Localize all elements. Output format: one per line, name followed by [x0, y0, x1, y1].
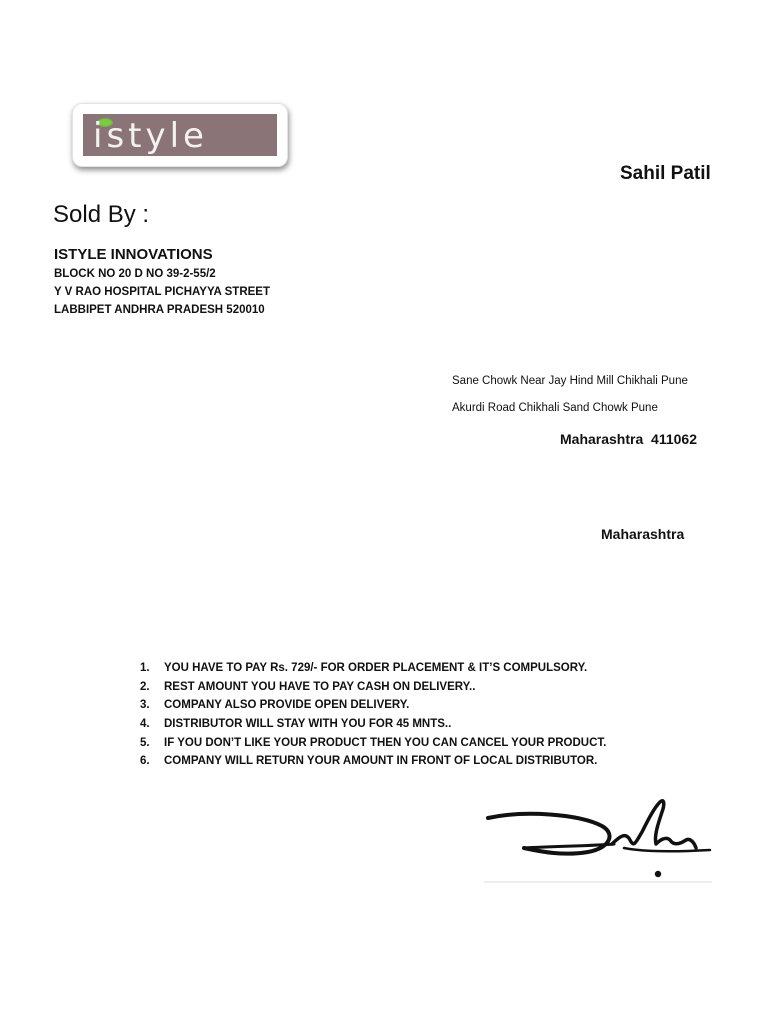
terms-item [140, 678, 606, 697]
terms-item-text: IF YOU DON’T LIKE YOUR PRODUCT THEN YOU CAN CANCEL YOUR PRODUCT. [164, 736, 607, 749]
terms-item-text: REST AMOUNT YOU HAVE TO PAY CASH ON DELIVERY.. [164, 680, 476, 693]
terms-item-number: 2. [140, 680, 150, 693]
terms-item-text: COMPANY ALSO PROVIDE OPEN DELIVERY. [164, 699, 410, 712]
terms-item-number: 6. [140, 755, 150, 768]
buyer-address-line-1: Sane Chowk Near Jay Hind Mill Chikhali Pune [452, 375, 688, 387]
seller-address-line-1: BLOCK NO 20 D NO 39-2-55/2 [54, 268, 216, 280]
logo-wordmark: istyle [93, 116, 208, 156]
buyer-address-line-2: Akurdi Road Chikhali Sand Chowk Pune [452, 402, 658, 414]
istyle-logo [83, 114, 277, 156]
terms-item-number: 4. [140, 718, 150, 731]
signature [484, 796, 714, 886]
seller-name: ISTYLE INNOVATIONS [54, 246, 213, 263]
seller-address-line-3: LABBIPET ANDHRA PRADESH 520010 [54, 304, 265, 316]
terms-item-text: DISTRIBUTOR WILL STAY WITH YOU FOR 45 MNTS.. [164, 718, 452, 731]
terms-list [140, 659, 606, 771]
terms-item-text: YOU HAVE TO PAY Rs. 729/- FOR ORDER PLACEMENT & IT’S COMPULSORY. [164, 662, 588, 674]
buyer-name: Sahil Patil [620, 163, 711, 184]
terms-item-number: 1. [140, 662, 150, 674]
terms-item-text: COMPANY WILL RETURN YOUR AMOUNT IN FRONT OF LOCAL DISTRIBUTOR. [164, 755, 598, 768]
sold-by-heading: Sold By : [53, 201, 150, 228]
terms-item [140, 734, 606, 753]
buyer-state-pincode: Maharashtra 411062 [560, 431, 697, 447]
buyer-state: Maharashtra [601, 526, 685, 542]
terms-item-number: 5. [140, 736, 150, 749]
terms-item-number: 3. [140, 699, 150, 712]
seller-address-line-2: Y V RAO HOSPITAL PICHAYYA STREET [54, 286, 270, 298]
logo-frame [72, 103, 288, 167]
terms-item [140, 696, 606, 715]
terms-item [140, 715, 606, 734]
terms-item [140, 659, 606, 678]
terms-item [140, 752, 606, 771]
